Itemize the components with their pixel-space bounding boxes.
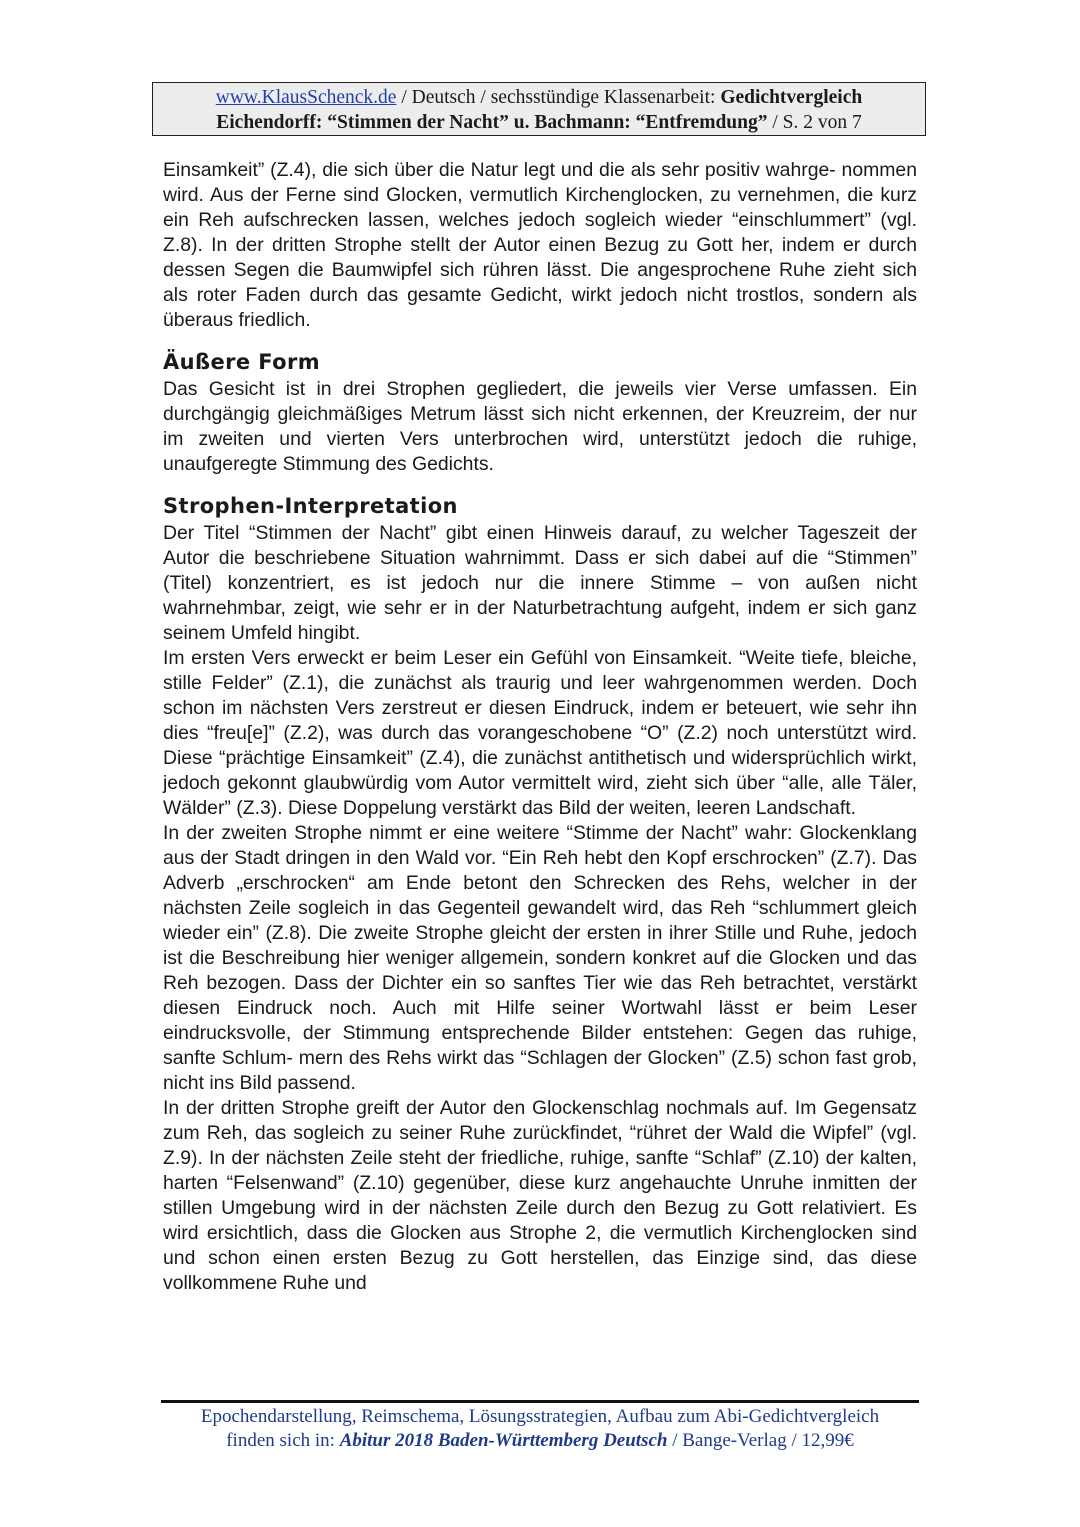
interpretation-paragraph-2: Im ersten Vers erweckt er beim Leser ein Gefühl von Einsamkeit. “Weite tiefe, bleiche, stille Felder” (Z.1), die zunächst als traurig und leer wahrgenommen werden. Doch schon im nächsten Vers zerstreut er diesen Eindruck, indem er beteuert, wie sehr ihn dies “freu[e]” (Z.2), was durch das vorangeschobene “O” (Z.2) noch unterstützt wird. Diese “prächtige Einsamkeit” (Z.4), die zunächst antithetisch und widersprüchlich wirkt, jedoch gekonnt glaubwürdig vom Autor vermittelt wird, zieht sich über “alle, alle Täler, Wälder” (Z.3). Diese Doppelung verstärkt das Bild der weiten, leeren Landschaft. xyxy=(163,647,917,819)
header-subject: / Deutsch / sechsstündige Klassenarbeit: xyxy=(396,87,721,108)
section-heading-interpretation: Strophen-Interpretation xyxy=(163,494,458,518)
header-line-1 xyxy=(153,85,925,110)
footer-prefix: finden sich in: xyxy=(226,1430,340,1451)
intro-paragraph: Einsamkeit” (Z.4), die sich über die Natur legt und die als sehr positiv wahrge- nommen wird. Aus der Ferne sind Glocken, vermutlich Kirchenglocken, zu vernehmen, die kurz ein Reh aufschrecken lassen, welches jedoch sogleich wieder “einschlummert” (vgl. Z.8). In der dritten Strophe stellt der Autor einen Bezug zu Gott her, indem er durch dessen Segen die Baumwipfel sich rühren lässt. Die angesprochene Ruhe zieht sich als roter Faden durch das gesamte Gedicht, wirkt jedoch nicht trostlos, sondern als überaus friedlich. xyxy=(163,159,917,331)
page-number: / S. 2 von 7 xyxy=(767,112,862,133)
footer-line-1: Epochendarstellung, Reimschema, Lösungsstrategien, Aufbau zum Abi-Gedichtvergleich xyxy=(200,1406,880,1427)
document-body xyxy=(163,158,917,1296)
header-poems-title: Eichendorff: “Stimmen der Nacht” u. Bachmann: “Entfremdung” xyxy=(216,112,768,133)
header-line-2 xyxy=(153,110,925,135)
interpretation-paragraph-4: In der dritten Strophe greift der Autor den Glockenschlag nochmals auf. Im Gegensatz zum Reh, das sogleich zu seiner Ruhe zurückfindet, “rühret der Wald die Wipfel” (vgl. Z.9). In der nächsten Zeile steht der friedliche, ruhige, sanfte “Schlaf” (Z.10) der kalten, harten “Felsenwand” (Z.10) gegenüber, diese kurz angehauchte Unruhe inmitten der stillen Umgebung wird in der nächsten Zeile durch den Bezug zu Gott relativiert. Es wird ersichtlich, dass die Glocken aus Strophe 2, die vermutlich Kirchenglocken sind und schon einen ersten Bezug zu Gott herstellen, das Einzige sind, das diese vollkommene Ruhe und xyxy=(163,1097,917,1294)
footer-publisher-price: / Bange-Verlag / 12,99€ xyxy=(667,1430,854,1451)
footer-book-title: Abitur 2018 Baden-Württemberg Deutsch xyxy=(339,1430,668,1451)
website-link[interactable]: www.KlausSchenck.de xyxy=(215,87,397,108)
form-paragraph: Das Gesicht ist in drei Strophen gegliedert, die jeweils vier Verse umfassen. Ein durchgängig gleichmäßiges Metrum lässt sich nicht erkennen, der Kreuzreim, der nur im zweiten und vierten Vers unterbrochen wird, unterstützt jedoch die ruhige, unaufgeregte Stimmung des Gedichts. xyxy=(163,378,917,475)
header-topic: Gedichtvergleich xyxy=(720,87,863,108)
page-footer xyxy=(161,1405,919,1453)
interpretation-paragraph-3: In der zweiten Strophe nimmt er eine weitere “Stimme der Nacht” wahr: Glockenklang aus der Stadt dringen in den Wald vor. “Ein Reh hebt den Kopf erschrocken” (Z.7). Das Adverb „erschrocken“ am Ende betont den Schrecken des Rehs, welcher in der nächsten Zeile sogleich in das Gegenteil gewandelt wird, das Reh “schlummert gleich wieder ein” (Z.8). Die zweite Strophe gleicht der ersten in ihrer Stille und Ruhe, jedoch ist die Beschreibung hier weniger allgemein, sondern konkret auf die Glocken und das Reh bezogen. Dass der Dichter ein so sanftes Tier wie das Reh betrachtet, verstärkt diesen Eindruck noch. Auch mit Hilfe seiner Wortwahl lässt er beim Leser eindrucksvolle, der Stimmung entsprechende Bilder entstehen: Gegen das ruhige, sanfte Schlum- mern des Rehs wirkt das “Schlagen der Glocken” (Z.5) schon fast grob, nicht ins Bild passend. xyxy=(163,822,917,1094)
interpretation-paragraph-1: Der Titel “Stimmen der Nacht” gibt einen Hinweis darauf, zu welcher Tageszeit der Autor die beschriebene Situation wahrnimmt. Dass er sich dabei auf die “Stimmen” (Titel) konzentriert, es ist jedoch nur die innere Stimme – von außen nicht wahrnehmbar, zeigt, wie sehr er in der Naturbetrachtung aufgeht, indem er sich ganz seinem Umfeld hingibt. xyxy=(163,522,917,644)
page-header xyxy=(152,82,926,136)
section-heading-form: Äußere Form xyxy=(163,350,321,374)
footer-divider xyxy=(161,1400,919,1403)
footer-line-2 xyxy=(161,1429,919,1453)
